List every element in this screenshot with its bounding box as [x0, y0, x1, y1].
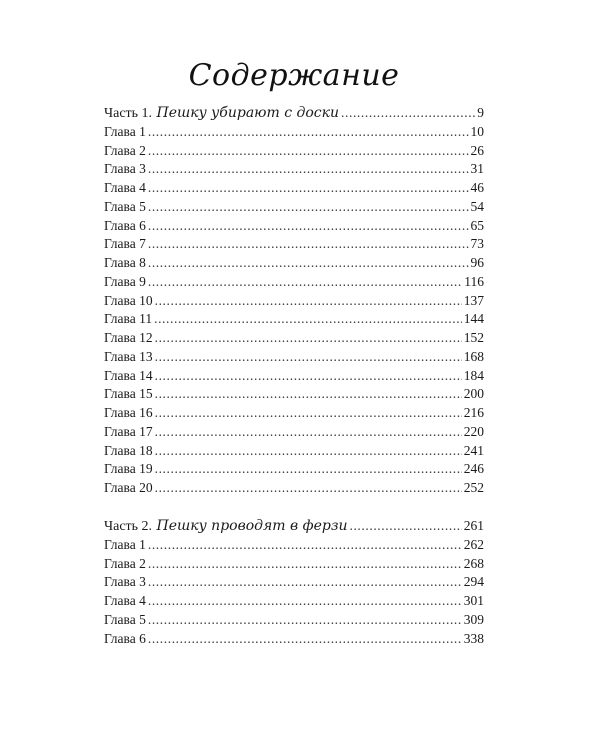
toc-chapter-row[interactable]: [104, 235, 484, 254]
dot-leader: [148, 611, 462, 630]
chapter-label: Глава 20: [104, 480, 153, 495]
chapter-label: Глава 15: [104, 386, 153, 402]
dot-leader: [148, 555, 462, 574]
dot-leader: [148, 536, 462, 555]
dot-leader: [148, 217, 469, 236]
chapter-label: Глава 1: [104, 536, 146, 552]
chapter-label: Глава 6: [104, 630, 146, 646]
dot-leader: [155, 292, 462, 311]
dot-leader: [155, 442, 462, 461]
toc-chapter-row[interactable]: [104, 611, 484, 630]
toc-chapter-row[interactable]: [104, 273, 484, 292]
toc-part-heading[interactable]: [104, 104, 484, 123]
dot-leader: [148, 273, 462, 292]
toc-chapter-row[interactable]: [104, 217, 484, 236]
dot-leader: [349, 517, 461, 536]
chapter-label: Глава 5: [104, 611, 146, 627]
chapter-label: Глава 7: [104, 236, 146, 252]
page-title: Содержание: [188, 58, 400, 93]
toc-chapter-row[interactable]: [104, 479, 484, 498]
toc-chapter-row[interactable]: [104, 404, 484, 423]
dot-leader: [155, 367, 462, 386]
page-number: 73: [470, 236, 484, 252]
toc-part-1: [104, 104, 484, 498]
toc-part-heading[interactable]: [104, 517, 484, 536]
page-number: 9: [477, 105, 484, 120]
page-number: 268: [463, 555, 484, 571]
page-number: 294: [463, 574, 484, 590]
page-number: 54: [470, 198, 484, 214]
chapter-label: Глава 19: [104, 461, 153, 477]
dot-leader: [148, 198, 469, 217]
chapter-label: Глава 2: [104, 142, 146, 158]
page-number: 144: [463, 311, 484, 327]
chapter-label: Глава 13: [104, 348, 153, 364]
page-number: 152: [463, 330, 484, 345]
page-number: 10: [470, 123, 484, 139]
chapter-label: Глава 16: [104, 405, 153, 420]
dot-leader: [155, 460, 462, 479]
part-title: Часть 1. Пешку убирают с доски: [104, 105, 340, 121]
toc-chapter-row[interactable]: [104, 423, 484, 442]
toc-chapter-row[interactable]: [104, 630, 484, 649]
page-number: 116: [464, 273, 484, 289]
dot-leader: [341, 104, 475, 123]
chapter-label: Глава 3: [104, 574, 146, 590]
chapter-label: Глава 1: [104, 123, 146, 139]
toc-chapter-row[interactable]: [104, 592, 484, 611]
chapter-label: Глава 5: [104, 198, 146, 214]
page-number: 216: [463, 405, 484, 420]
page-number: 262: [463, 536, 484, 552]
toc-part-2: [104, 517, 484, 648]
page-number: 241: [463, 442, 484, 458]
toc-chapter-row[interactable]: [104, 573, 484, 592]
dot-leader: [148, 630, 462, 649]
dot-leader: [148, 573, 462, 592]
toc-chapter-row[interactable]: [104, 442, 484, 461]
page-number: 46: [470, 180, 484, 195]
chapter-label: Глава 14: [104, 367, 153, 383]
chapter-list: [104, 123, 484, 498]
toc-chapter-row[interactable]: [104, 348, 484, 367]
page-number: 220: [463, 423, 484, 439]
page-number: 137: [463, 292, 484, 308]
page-number: 168: [463, 348, 484, 364]
page-number: 261: [463, 518, 484, 533]
page-number: 31: [470, 161, 484, 177]
dot-leader: [155, 329, 462, 348]
page-number: 301: [463, 593, 484, 608]
dot-leader: [148, 123, 469, 142]
toc-chapter-row[interactable]: [104, 329, 484, 348]
page-number: 96: [470, 255, 484, 270]
dot-leader: [148, 235, 469, 254]
toc-chapter-row[interactable]: [104, 460, 484, 479]
page-number: 338: [463, 630, 484, 646]
part-title: Часть 2. Пешку проводят в ферзи: [104, 518, 348, 534]
toc-chapter-row[interactable]: [104, 254, 484, 273]
toc-chapter-row[interactable]: [104, 142, 484, 161]
dot-leader: [155, 385, 462, 404]
page-number: 26: [470, 142, 484, 158]
dot-leader: [154, 310, 462, 329]
chapter-label: Глава 8: [104, 255, 146, 270]
toc-chapter-row[interactable]: [104, 536, 484, 555]
chapter-label: Глава 4: [104, 593, 146, 608]
toc-chapter-row[interactable]: [104, 160, 484, 179]
dot-leader: [148, 254, 469, 273]
page-number: 200: [463, 386, 484, 402]
chapter-label: Глава 9: [104, 273, 146, 289]
dot-leader: [155, 423, 462, 442]
chapter-label: Глава 2: [104, 555, 146, 571]
dot-leader: [148, 179, 469, 198]
toc-chapter-row[interactable]: [104, 555, 484, 574]
toc-chapter-row[interactable]: [104, 179, 484, 198]
chapter-label: Глава 3: [104, 161, 146, 177]
page-number: 309: [463, 611, 484, 627]
toc-chapter-row[interactable]: [104, 292, 484, 311]
chapter-label: Глава 6: [104, 217, 146, 233]
page-number: 246: [463, 461, 484, 477]
chapter-label: Глава 18: [104, 442, 153, 458]
chapter-label: Глава 12: [104, 330, 153, 345]
dot-leader: [148, 142, 469, 161]
chapter-label: Глава 10: [104, 292, 153, 308]
toc-chapter-row[interactable]: [104, 367, 484, 386]
dot-leader: [155, 404, 462, 423]
dot-leader: [148, 160, 469, 179]
toc-chapter-row[interactable]: [104, 123, 484, 142]
toc-chapter-row[interactable]: [104, 385, 484, 404]
page-number: 65: [470, 217, 484, 233]
toc-chapter-row[interactable]: [104, 198, 484, 217]
toc-chapter-row[interactable]: [104, 310, 484, 329]
page-number: 252: [463, 480, 484, 495]
chapter-label: Глава 11: [104, 311, 153, 327]
dot-leader: [155, 479, 462, 498]
chapter-label: Глава 4: [104, 180, 146, 195]
chapter-list: [104, 536, 484, 649]
chapter-label: Глава 17: [104, 423, 153, 439]
page-number: 184: [463, 367, 484, 383]
dot-leader: [155, 348, 462, 367]
dot-leader: [148, 592, 462, 611]
